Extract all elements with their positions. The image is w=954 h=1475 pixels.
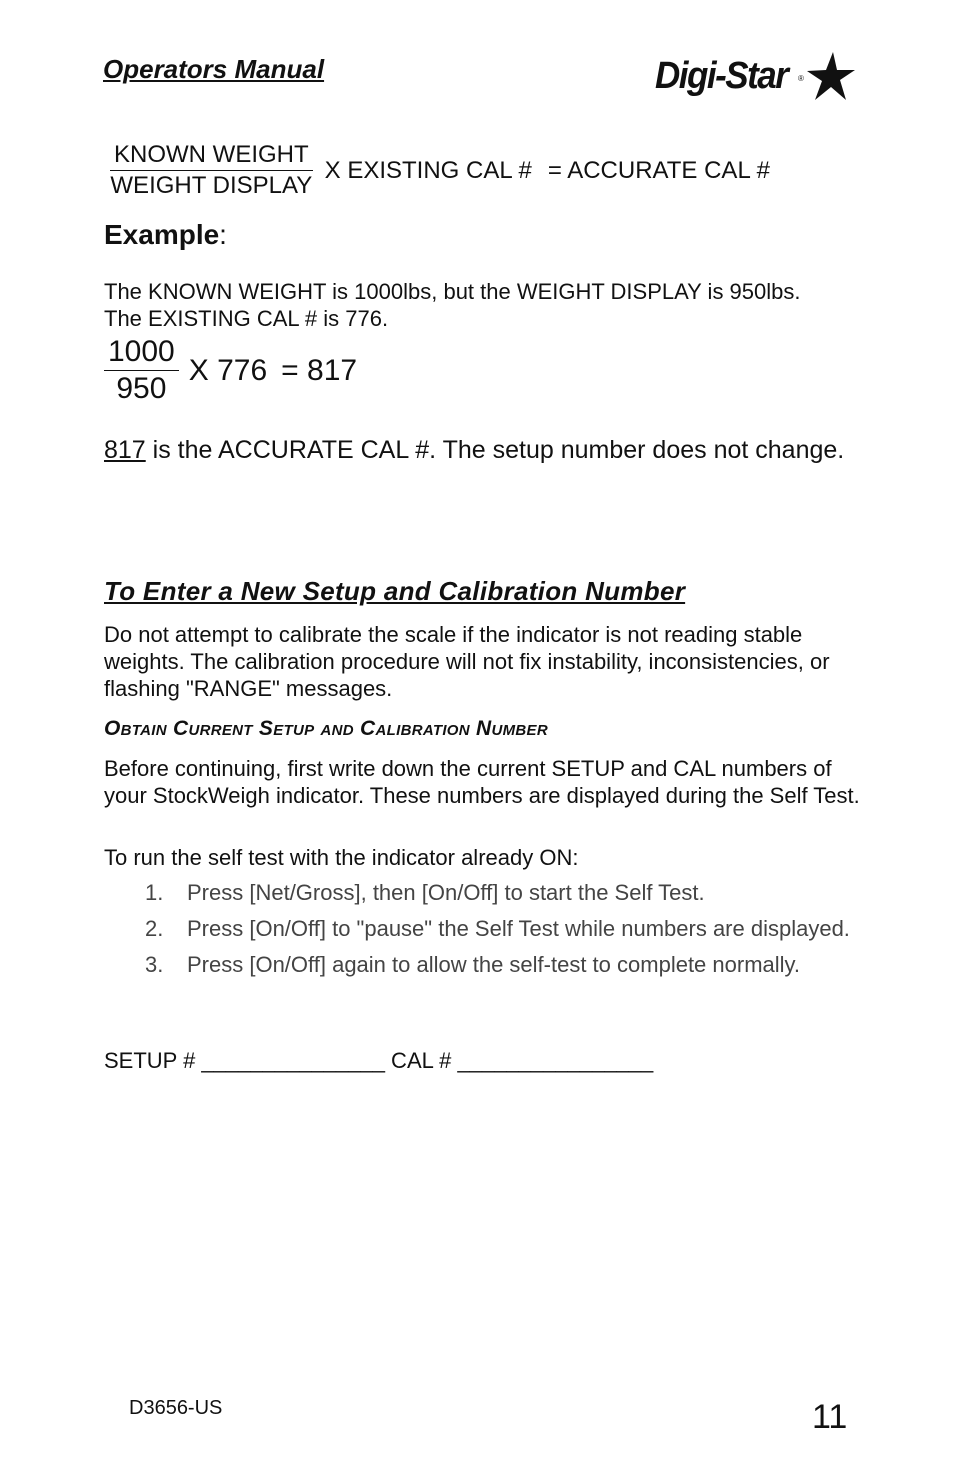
before-continuing-text: Before continuing, first write down the current SETUP and CAL numbers of your StockWeigh indicator. These numbers are displayed during the Self Test. [104,756,860,808]
example-conclusion: 817 is the ACCURATE CAL #. The setup number does not change. [104,436,845,464]
formula-result: = ACCURATE CAL # [547,156,770,184]
list-item: 3. Press [On/Off] again to allow the self-test to complete normally. [145,952,801,977]
digi-star-logo [655,50,855,102]
section-heading: To Enter a New Setup and Calibration Number [104,576,686,606]
document-number: D3656-US [129,1397,223,1419]
logo-registered-mark: ® [798,74,804,83]
example-result: = 817 [281,353,358,387]
example-description [104,278,884,332]
example-denominator: 950 [116,372,167,405]
calibration-warning: Do not attempt to calibrate the scale if the indicator is not reading stable weights. The calibration procedure will not fix instability, inconsistencies, or flashing "RANGE" messages. [104,622,830,701]
example-line-2: The EXISTING CAL # is 776. [104,306,389,331]
page-number: 11 [812,1398,848,1436]
fraction-numerator: KNOWN WEIGHT [110,140,313,171]
accurate-cal-value: 817 [104,436,146,464]
subsection-heading: Obtain Current Setup and Calibration Number [104,717,548,740]
setup-cal-record-line: SETUP # _______________ CAL # ________________ [104,1048,654,1073]
manual-title: Operators Manual [103,54,325,84]
example-numerator: 1000 [104,334,179,371]
example-heading: Example: [104,219,227,250]
self-test-intro: To run the self test with the indicator already ON: [104,845,579,870]
example-fraction [104,334,179,407]
formula-multiplier: X EXISTING CAL # [324,156,532,184]
example-multiplier: X 776 [188,353,268,387]
fraction-denominator: WEIGHT DISPLAY [110,172,313,199]
example-line-1: The KNOWN WEIGHT is 1000lbs, but the WEIGHT DISPLAY is 950lbs. [104,279,801,304]
general-formula [110,140,770,201]
example-formula [104,334,357,407]
self-test-steps [145,879,865,987]
list-item: 1. Press [Net/Gross], then [On/Off] to start the Self Test. [145,880,705,905]
list-item: 2. Press [On/Off] to "pause" the Self Test while numbers are displayed. [145,916,850,941]
star-icon [803,50,855,102]
general-fraction [110,140,313,201]
logo-wordmark: Digi-Star [655,54,788,97]
